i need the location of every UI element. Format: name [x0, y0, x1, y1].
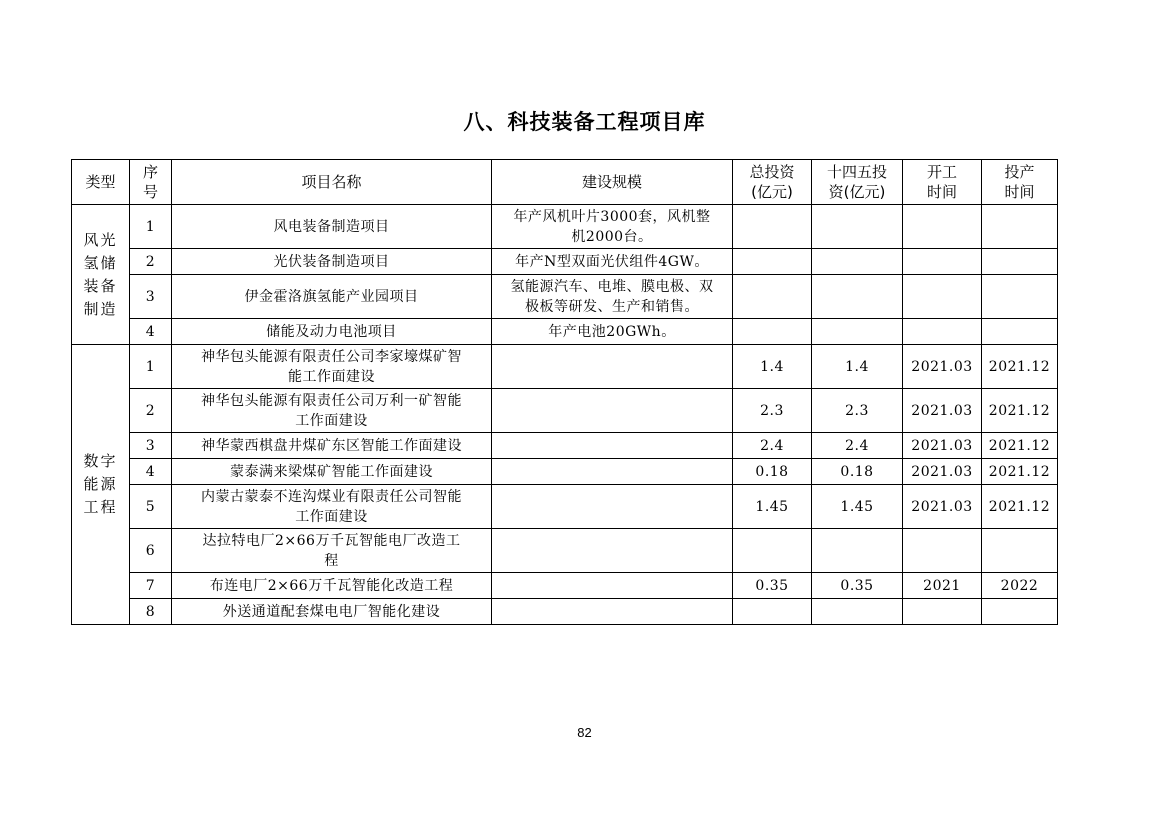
- scale-cell: 年产电池20GWh。: [492, 319, 733, 345]
- table-row: [72, 345, 1058, 389]
- seq-cell: 2: [130, 389, 172, 433]
- fyp-investment-cell: 0.18: [812, 459, 903, 485]
- start-time-cell: 2021: [903, 573, 982, 599]
- total-investment-cell: [733, 599, 812, 625]
- total-investment-cell: [733, 319, 812, 345]
- category-cell: 数字 能源 工程: [72, 345, 130, 625]
- total-investment-cell: 2.3: [733, 389, 812, 433]
- table-row: [72, 319, 1058, 345]
- seq-cell: 1: [130, 205, 172, 249]
- start-time-cell: [903, 275, 982, 319]
- start-time-cell: 2021.03: [903, 433, 982, 459]
- scale-cell: [492, 389, 733, 433]
- total-investment-cell: [733, 529, 812, 573]
- fyp-investment-cell: [812, 319, 903, 345]
- project-name-cell: 达拉特电厂2×66万千瓦智能电厂改造工 程: [172, 529, 492, 573]
- seq-cell: 8: [130, 599, 172, 625]
- start-time-cell: 2021.03: [903, 459, 982, 485]
- scale-cell: 年产风机叶片3000套，风机整 机2000台。: [492, 205, 733, 249]
- fyp-investment-cell: [812, 249, 903, 275]
- start-time-cell: 2021.03: [903, 389, 982, 433]
- start-time-cell: [903, 319, 982, 345]
- fyp-investment-cell: [812, 599, 903, 625]
- fyp-investment-cell: 1.45: [812, 485, 903, 529]
- table-row: [72, 205, 1058, 249]
- project-name-cell: 蒙泰满来梁煤矿智能工作面建设: [172, 459, 492, 485]
- production-time-cell: [982, 249, 1058, 275]
- total-investment-cell: [733, 249, 812, 275]
- page-title: 八、科技装备工程项目库: [463, 110, 706, 134]
- scale-cell: [492, 573, 733, 599]
- table-row: [72, 275, 1058, 319]
- project-name-cell: 伊金霍洛旗氢能产业园项目: [172, 275, 492, 319]
- total-investment-cell: 1.4: [733, 345, 812, 389]
- production-time-cell: 2022: [982, 573, 1058, 599]
- project-name-cell: 风电装备制造项目: [172, 205, 492, 249]
- table-row: [72, 459, 1058, 485]
- start-time-cell: 2021.03: [903, 485, 982, 529]
- table-row: [72, 573, 1058, 599]
- production-time-cell: [982, 599, 1058, 625]
- project-name-cell: 神华蒙西棋盘井煤矿东区智能工作面建设: [172, 433, 492, 459]
- table-row: [72, 485, 1058, 529]
- seq-cell: 3: [130, 433, 172, 459]
- seq-cell: 6: [130, 529, 172, 573]
- production-time-cell: [982, 205, 1058, 249]
- project-name-cell: 神华包头能源有限责任公司万利一矿智能 工作面建设: [172, 389, 492, 433]
- fyp-investment-cell: 1.4: [812, 345, 903, 389]
- seq-cell: 7: [130, 573, 172, 599]
- total-investment-cell: [733, 205, 812, 249]
- production-time-cell: 2021.12: [982, 459, 1058, 485]
- fyp-investment-cell: 0.35: [812, 573, 903, 599]
- project-name-cell: 神华包头能源有限责任公司李家壕煤矿智 能工作面建设: [172, 345, 492, 389]
- start-time-cell: [903, 205, 982, 249]
- header-scale: 建设规模: [492, 160, 733, 205]
- total-investment-cell: 2.4: [733, 433, 812, 459]
- table-body: [72, 205, 1058, 625]
- page-number: 82: [577, 725, 592, 740]
- scale-cell: [492, 485, 733, 529]
- production-time-cell: 2021.12: [982, 345, 1058, 389]
- seq-cell: 1: [130, 345, 172, 389]
- start-time-cell: [903, 249, 982, 275]
- table-row: [72, 249, 1058, 275]
- total-investment-cell: 0.18: [733, 459, 812, 485]
- seq-cell: 4: [130, 459, 172, 485]
- fyp-investment-cell: [812, 529, 903, 573]
- scale-cell: [492, 529, 733, 573]
- table-row: [72, 599, 1058, 625]
- header-total-investment: 总投资 (亿元): [733, 160, 812, 205]
- project-name-cell: 内蒙古蒙泰不连沟煤业有限责任公司智能 工作面建设: [172, 485, 492, 529]
- header-name: 项目名称: [172, 160, 492, 205]
- fyp-investment-cell: [812, 205, 903, 249]
- seq-cell: 5: [130, 485, 172, 529]
- scale-cell: [492, 345, 733, 389]
- production-time-cell: 2021.12: [982, 485, 1058, 529]
- fyp-investment-cell: 2.4: [812, 433, 903, 459]
- production-time-cell: [982, 275, 1058, 319]
- header-type: 类型: [72, 160, 130, 205]
- category-cell: 风光 氢储 装备 制造: [72, 205, 130, 345]
- start-time-cell: [903, 599, 982, 625]
- project-name-cell: 光伏装备制造项目: [172, 249, 492, 275]
- seq-cell: 4: [130, 319, 172, 345]
- header-fyp-investment: 十四五投 资(亿元): [812, 160, 903, 205]
- header-seq: 序 号: [130, 160, 172, 205]
- fyp-investment-cell: 2.3: [812, 389, 903, 433]
- project-name-cell: 储能及动力电池项目: [172, 319, 492, 345]
- table-row: [72, 529, 1058, 573]
- project-name-cell: 布连电厂2×66万千瓦智能化改造工程: [172, 573, 492, 599]
- scale-cell: 年产N型双面光伏组件4GW。: [492, 249, 733, 275]
- fyp-investment-cell: [812, 275, 903, 319]
- project-name-cell: 外送通道配套煤电电厂智能化建设: [172, 599, 492, 625]
- scale-cell: [492, 433, 733, 459]
- production-time-cell: 2021.12: [982, 433, 1058, 459]
- scale-cell: [492, 459, 733, 485]
- scale-cell: 氢能源汽车、电堆、膜电极、双 极板等研发、生产和销售。: [492, 275, 733, 319]
- seq-cell: 3: [130, 275, 172, 319]
- header-row: [72, 160, 1058, 205]
- production-time-cell: 2021.12: [982, 389, 1058, 433]
- total-investment-cell: [733, 275, 812, 319]
- header-start-time: 开工 时间: [903, 160, 982, 205]
- project-table: [71, 159, 1058, 625]
- production-time-cell: [982, 319, 1058, 345]
- seq-cell: 2: [130, 249, 172, 275]
- start-time-cell: [903, 529, 982, 573]
- total-investment-cell: 1.45: [733, 485, 812, 529]
- scale-cell: [492, 599, 733, 625]
- total-investment-cell: 0.35: [733, 573, 812, 599]
- header-production-time: 投产 时间: [982, 160, 1058, 205]
- table-row: [72, 389, 1058, 433]
- table-row: [72, 433, 1058, 459]
- production-time-cell: [982, 529, 1058, 573]
- start-time-cell: 2021.03: [903, 345, 982, 389]
